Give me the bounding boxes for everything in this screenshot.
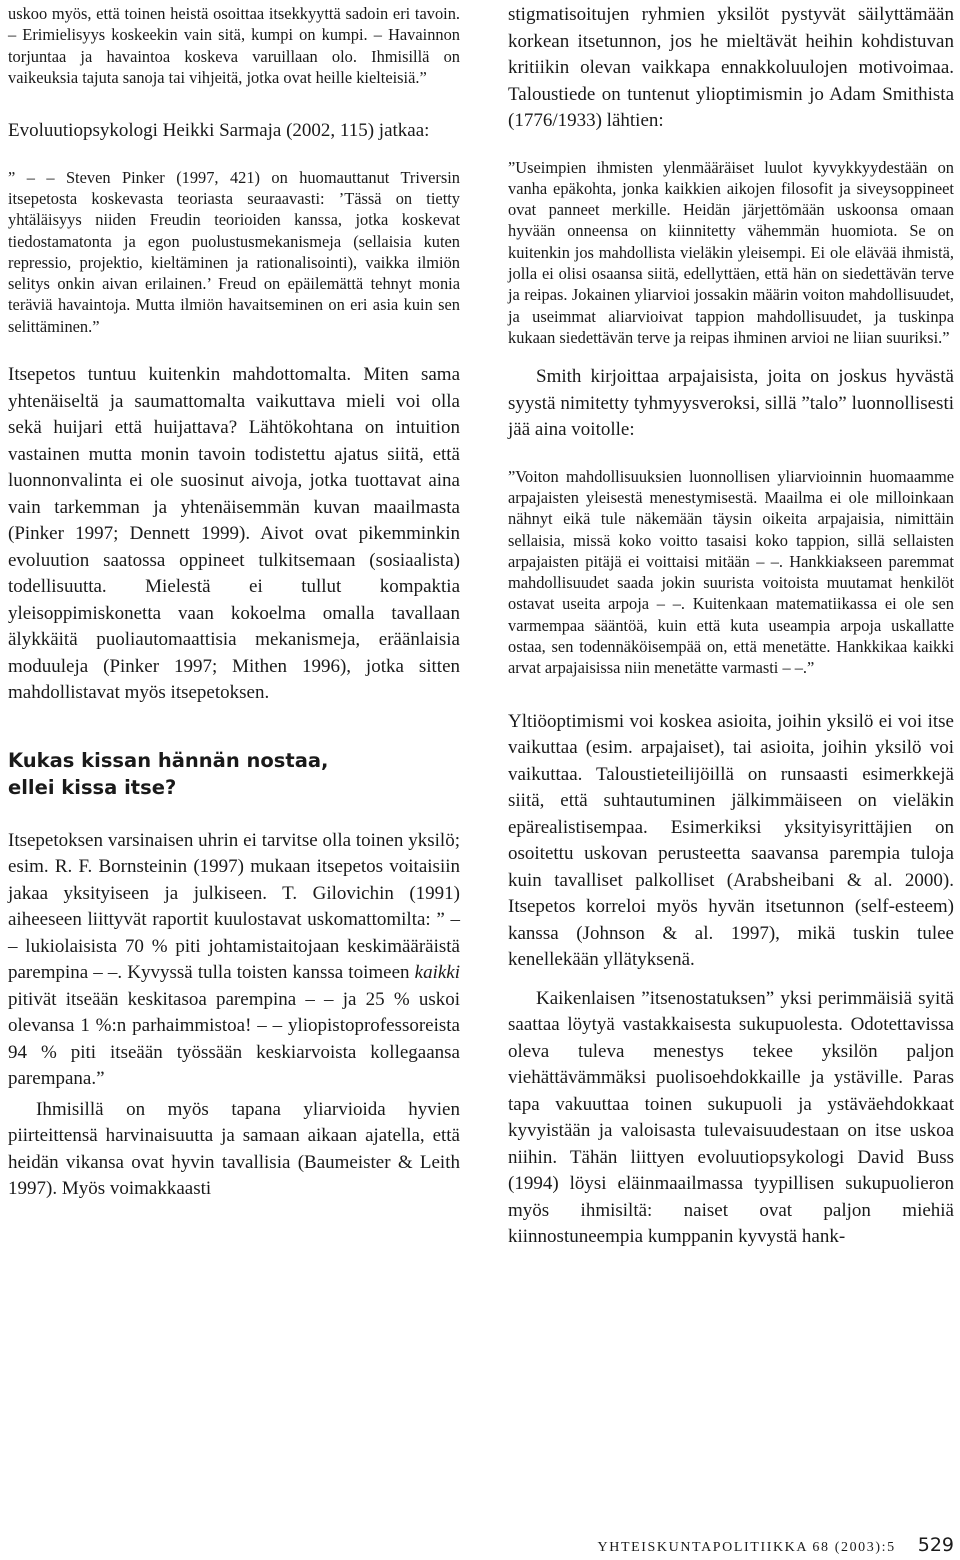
- paragraph-uhri: [8, 828, 460, 1093]
- quote-pinker: ” – – Steven Pinker (1997, 421) on huomauttanut Triversin itsepetosta koskevasta teoriasta seuraavasti: ’Tässä on tietty yhtäläisyys niiden Freudin teorioiden kanssa, jotka koskevat tiedostamatonta ja egon puolustusmekanismeja (sellaisia kuten repressio, projektio, kieltäminen ja rationalisointi), vaikka ilmiön selitys onkin aivan erilainen.’ Freud on epäilemättä tehnyt monia teräviä havaintoja. Mutta ilmiön havaitseminen on eri asia kuin sen selittäminen.”: [8, 167, 460, 336]
- section-heading: [8, 747, 460, 801]
- heading-line-1: Kukas kissan hännän nostaa,: [8, 748, 329, 772]
- paragraph-yltiooptimismi: Yltiöoptimismi voi koskea asioita, joihin yksilö ei voi itse vaikuttaa (esim. arpajaiset), tai asioita, joihin yksilö voi vaikuttaa. Taloustieteilijöillä on runsaasti esimerkkejä siitä, että suhtautuminen jälkimmäiseen on vieläkin epärealistisempaa. Esimerkiksi yksityisyrittäjien on osoitettu uskovan perusteetta saavansa parempia tuloja kuin tavalliset palkolliset (Arabsheibani & al. 2000). Itsepetos korreloi myös hyvän itsetunnon (self-esteem) kanssa (Johnson & al. 1997), mikä tuskin tulee kenellekään yllätyksenä.: [508, 710, 954, 971]
- right-column: [508, 0, 954, 1251]
- page-number: 529: [917, 1534, 954, 1556]
- paragraph-continuation: stigmatisoitujen ryhmien yksilöt pystyvät säilyttämään korkean itsetunnon, jos he mieltävät heihin kohdistuvan kritiikin olevan vaikkapa ennakkoluulojen motivoimaa. Taloustiede on tuntenut ylioptimismin jo Adam Smithista (1776/1933) lähtien:: [508, 4, 954, 131]
- quote-smith-2: ”Voiton mahdollisuuksien luonnollisen yliarvioinnin huomaamme arpajaisten yleisestä menestymisestä. Maailma ei ole milloinkaan nähnyt eikä tule näkemään täysin oikeita arpajaisia, nimittäin sellaisia, missä koko voitto tasaisi koko tappion, sillä sellaisten arpajaisten pitäjä ei voittaisi mitään – –. Hankkiakseen paremmat mahdollisuudet saada jokin suurista voitoista muutamat henkilöt ostavat useita arpoja – –. Kuitenkaan matematiikassa ei ole sen varmempaa sääntöä, kuin että kuta useampia arpoja uskallatte ostaa, sen todennäköisempää on, että menetätte. Hankkikaa kaikki arvat arpajaisissa niin menetätte varmasti – –.”: [508, 466, 954, 678]
- journal-title: YHTEISKUNTAPOLITIIKKA 68 (2003):5: [597, 1540, 896, 1555]
- left-column: [8, 0, 460, 1203]
- paragraph-uhri-part-1: Itsepetoksen varsinaisen uhrin ei tarvitse olla toinen yksilö; esim. R. F. Bornsteinin (1997) mukaan itsepetos voitaisiin jakaa yksityiseen ja julkiseen. T. Gilovichin (1991) aiheeseen liittyvät raportit kuulostavat uskomattomilta: ” – – lukiolaisista 70 % piti johtamistaitojaan keskimääräistä parempina – –. Kyvyssä tulla toisten kanssa toimeen: [8, 829, 460, 984]
- paragraph-uhri-emphasis: kaikki: [414, 962, 460, 984]
- paragraph-smith: Smith kirjoittaa arpajaisista, joita on joskus hyvästä syystä nimitetty tyhmyysveroksi, sillä ”talo” luonnollisesti jää aina voitolle:: [508, 366, 954, 441]
- page-footer: [598, 1534, 954, 1556]
- heading-line-2: ellei kissa itse?: [8, 775, 177, 799]
- paragraph-itsepetos: Itsepetos tuntuu kuitenkin mahdottomalta. Miten sama yhtenäiseltä ja saumattomalta vaikuttava mieli voi olla sekä huijari että huijattava? Lähtökohtana on intuition vastainen mutta monin tavoin todistettu ajatus siitä, että luonnonvalinta ei ole suosinut aivoja, jotka tuottavat aina vain tarkemman ja yhtenäisemmän kuvan maailmasta (Pinker 1997; Dennett 1999). Aivot ovat pikemminkin evoluution saatossa oppineet tulkitsemaan (sosiaalista) todellisuutta. Mielestä ei tullut kompaktia yleisoppimiskonetta vaan kokoelma omalla tavallaan älykkäitä puoliautomaattisia mekanismeja, eräänlaisia moduuleja (Pinker 1997; Mithen 1996), jotka sitten mahdollistavat myös itsepetoksen.: [8, 364, 460, 704]
- paragraph-kaikenlaisen: Kaikenlaisen ”itsenostatuksen” yksi perimmäisiä syitä saattaa löytyä vastakkaisesta sukupuolesta. Odotettavissa oleva tuleva menestys tekee yksilön paljon viehättävämmäksi puolisoehdokkaille ja ystäville. Paras tapa vakuuttaa toinen sukupuoli ja ystäväehdokkaat kyvyistään ja valoisasta tulevaisuudestaan on itse uskoa niihin. Tähän liittyen evoluutiopsykologi David Buss (1994) löysi eläinmaailmassa tyypillisen sukupuolieron myös ihmisiltä: naiset ovat paljon miehiä kiinnostuneempia kumppanin kyvystä hank-: [508, 987, 954, 1248]
- intro-sarmaja: Evoluutiopsykologi Heikki Sarmaja (2002, 115) jatkaa:: [8, 120, 430, 142]
- quote-smith-1: ”Useimpien ihmisten ylenmääräiset luulot kyvykkyydestään on vanha epäkohta, jonka kaikkien aikojen filosofit ja siveysoppineet ovat panneet merkille. Heidän järjettömään uskoonsa omaan hyvään onneensa on kiinnitetty vähemmän huomiota. Se on kuitenkin jos mahdollista vieläkin yleisempi. Ei ole elävää ihmistä, jolla ei olisi osaansa siitä, edellyttäen, että hän on siedettävän terve ja reipas. Jokainen yliarvioi jossakin määrin voiton mahdollisuudet, ja useimmat aliarvioivat tappion mahdollisuudet, ja tuskinpa kukaan siedettävän terve ja reipas ihminen arvioi ne liian suuriksi.”: [508, 157, 954, 347]
- paragraph-ihmisilla: Ihmisillä on myös tapana yliarvioida hyvien piirteittensä harvinaisuutta ja samaan aikaan ajatella, että heidän vikansa ovat hyvin tavallisia (Baumeister & Leith 1997). Myös voimakkaasti: [8, 1098, 460, 1200]
- paragraph-uhri-part-2: pitivät itseään keskitasoa parempina – – ja 25 % uskoi olevansa 1 %:n parhaimmistoa! – – yliopistoprofessoreista 94 % piti itseään työssään keskiarvoista kollegaansa parempana.”: [8, 988, 460, 1090]
- quote-continuation: uskoo myös, että toinen heistä osoittaa itsekkyyttä sadoin eri tavoin. – Erimielisyys koskeekin vain sitä, kumpi on kumpi. – Havainnon torjuntaa ja havaintoa koskeva varuillaan olo. Ihmisillä on vaikeuksia tajuta sanoja tai vihjeitä, jotka ovat heille kielteisiä.”: [8, 4, 460, 87]
